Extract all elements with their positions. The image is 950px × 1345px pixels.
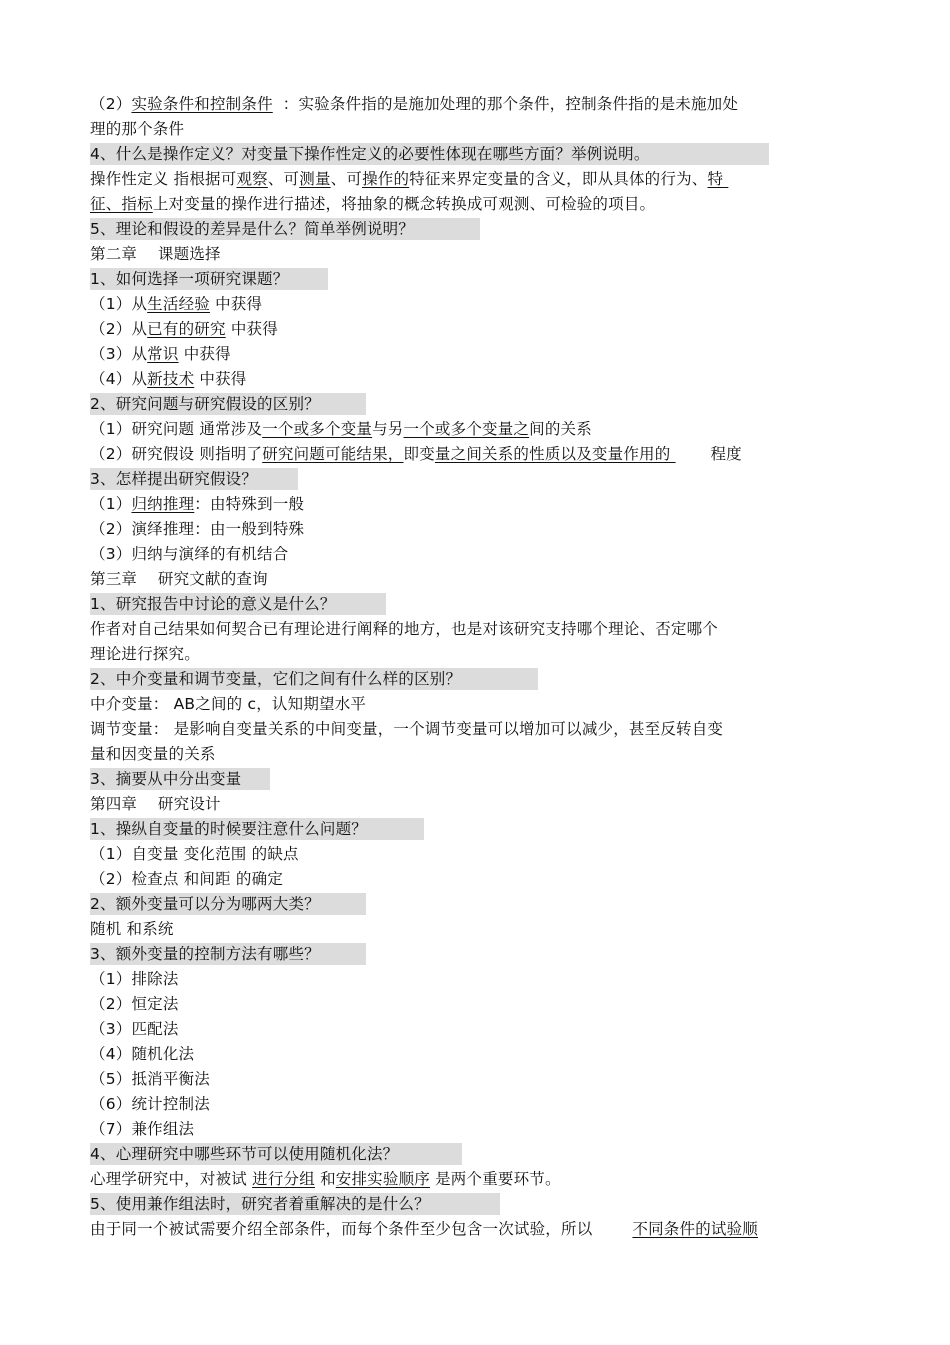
answer-text: 、可: [267, 170, 300, 188]
list-item: [90, 293, 262, 315]
question-heading: 3、摘要从中分出变量: [90, 768, 270, 790]
item-number: （2）演绎推理: [90, 520, 195, 538]
answer-text: 中获得: [194, 370, 247, 388]
question-heading: 5、理论和假设的差异是什么？简单举例说明？: [90, 218, 480, 240]
item-number: （2）从: [90, 320, 148, 338]
question-heading: 2、研究问题与研究假设的区别？: [90, 393, 366, 415]
list-item: [90, 493, 304, 515]
list-item: （2）检查点 和间距 的确定: [90, 870, 284, 888]
blank-underline: [723, 168, 775, 190]
answer-line: [90, 1218, 758, 1240]
question-heading: 3、额外变量的控制方法有哪些？: [90, 943, 366, 965]
answer-text: （2）研究假设 则指明了: [90, 445, 263, 463]
answer-text: 中获得: [209, 295, 263, 313]
answer-text: 上对变量的操作进行描述，将抽象的概念转换成可观测、可检验的项目。: [152, 195, 656, 213]
list-item: （2）恒定法: [90, 995, 179, 1013]
underlined-term: 操作的: [362, 170, 410, 188]
list-item: [90, 518, 304, 540]
underlined-term: 不同条件的试验顺: [632, 1220, 759, 1238]
item-number: （3）归纳与演绎的有机结合: [90, 545, 289, 563]
answer-text: ：由特殊到一般: [194, 495, 305, 513]
underlined-term: 一个或多个变量之: [403, 420, 530, 438]
answer-text: 间的关系: [529, 420, 592, 438]
list-item: [90, 543, 288, 565]
answer-text: 理的那个条件: [90, 120, 185, 138]
list-item: （1）自变量 变化范围 的缺点: [90, 845, 299, 863]
list-item: [90, 343, 231, 365]
underlined-term: 生活经验: [147, 295, 210, 313]
item-number: （4）从: [90, 370, 148, 388]
item-number: （3）从: [90, 345, 148, 363]
answer-line: 量和因变量的关系: [90, 745, 216, 763]
question-heading: 2、额外变量可以分为哪两大类？: [90, 893, 366, 915]
question-heading: 1、如何选择一项研究课题？: [90, 268, 328, 290]
answer-line: 随机 和系统: [90, 920, 174, 938]
list-item: （6）统计控制法: [90, 1095, 210, 1113]
list-item: （1）排除法: [90, 970, 179, 988]
list-item: （5）抵消平衡法: [90, 1070, 210, 1088]
underlined-term: 测量: [299, 170, 331, 188]
answer-text: 与另: [372, 420, 404, 438]
underlined-term: 进行分组: [252, 1170, 315, 1188]
answer-text: 操作性定义 指根据可: [90, 170, 237, 188]
item-number: （1）从: [90, 295, 148, 313]
answer-text: 心理学研究中，对被试: [90, 1170, 253, 1188]
item-number: （2）: [90, 95, 132, 113]
answer-text: 、可: [330, 170, 363, 188]
answer-text: 中获得: [225, 320, 278, 338]
question-heading: 4、心理研究中哪些环节可以使用随机化法？: [90, 1143, 462, 1165]
answer-text: ：由一般到特殊: [194, 520, 305, 538]
answer-line: [90, 168, 775, 190]
question-heading: 2、中介变量和调节变量，它们之间有什么样的区别？: [90, 668, 538, 690]
underlined-term: 量之间关系的性质以及变量作用的: [434, 445, 671, 463]
question-heading: 1、操纵自变量的时候要注意什么问题？: [90, 818, 424, 840]
answer-text: ：实验条件指的是施加处理的那个条件，控制条件指的是未施加处: [282, 95, 739, 113]
underlined-term: 安排实验顺序: [335, 1170, 430, 1188]
answer-text: 由于同一个被试需要介绍全部条件，而每个条件至少包含一次试验，所以: [90, 1220, 593, 1238]
answer-line: [90, 443, 742, 465]
answer-line: [90, 93, 738, 115]
answer-line: 作者对自己结果如何契合已有理论进行阐释的地方，也是对该研究支持哪个理论、否定哪个: [90, 620, 719, 638]
list-item: （4）随机化法: [90, 1045, 195, 1063]
item-number: （1）: [90, 495, 132, 513]
answer-text: 即变: [403, 445, 435, 463]
chapter-heading: 第三章 研究文献的查询: [90, 570, 268, 588]
question-heading: 4、什么是操作定义？对变量下操作性定义的必要性体现在哪些方面？举例说明。: [90, 143, 769, 165]
answer-text: 和: [314, 1170, 336, 1188]
underlined-term: 观察: [236, 170, 268, 188]
answer-line: [90, 418, 592, 440]
list-item: （3）匹配法: [90, 1020, 179, 1038]
answer-line: [90, 193, 655, 215]
answer-line: 调节变量： 是影响自变量关系的中间变量，一个调节变量可以增加可以减少，甚至反转自变: [90, 720, 724, 738]
question-heading: 3、怎样提出研究假设？: [90, 468, 298, 490]
answer-line: [90, 1168, 561, 1190]
underlined-term: 归纳推理: [131, 495, 195, 513]
underlined-term: 特: [707, 170, 724, 188]
underlined-term: 常识: [147, 345, 179, 363]
underlined-term: 一个或多个变量: [262, 420, 373, 438]
underlined-term: 已有的研究: [147, 320, 226, 338]
list-item: [90, 368, 247, 390]
answer-line: [90, 118, 184, 140]
list-item: [90, 318, 278, 340]
list-item: （7）兼作组法: [90, 1120, 195, 1138]
answer-line: 理论进行探究。: [90, 645, 200, 663]
underlined-term: 征、指标: [90, 195, 153, 213]
underlined-term: 实验条件和控制条件: [131, 95, 273, 113]
answer-text: 是两个重要环节。: [429, 1170, 561, 1188]
answer-line: 中介变量： AB之间的 c，认知期望水平: [90, 695, 367, 713]
underlined-term: 新技术: [147, 370, 195, 388]
question-heading: 1、研究报告中讨论的意义是什么？: [90, 593, 386, 615]
chapter-heading: 第二章 课题选择: [90, 245, 221, 263]
answer-text: （1）研究问题 通常涉及: [90, 420, 263, 438]
answer-text: 中获得: [178, 345, 231, 363]
chapter-heading: 第四章 研究设计: [90, 795, 221, 813]
blank-underline: [670, 443, 688, 465]
answer-text: 特征来界定变量的含义，即从具体的行为、: [409, 170, 708, 188]
underlined-term: 研究问题可能结果，: [262, 445, 404, 463]
answer-text: 程度: [710, 445, 742, 463]
question-heading: 5、使用兼作组法时，研究者着重解决的是什么？: [90, 1193, 500, 1215]
